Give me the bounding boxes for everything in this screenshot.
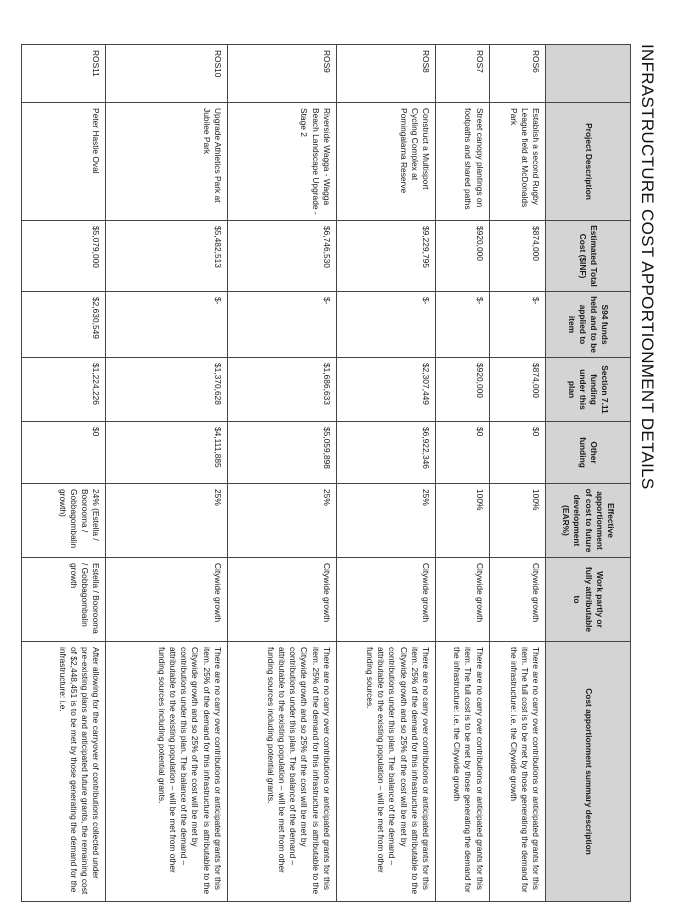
row-other: $4,111,885 [106, 422, 228, 484]
header-id [546, 45, 631, 103]
row-ear: 100% [435, 484, 489, 558]
row-other: $0 [489, 422, 545, 484]
table-row [435, 45, 489, 902]
page-title: INFRASTRUCTURE COST APPORTIONMENT DETAILS [638, 44, 657, 490]
cost-apportionment-table [21, 44, 631, 902]
row-cost: $920,000 [435, 221, 489, 292]
header-summary-description: Cost apportionment summary description [546, 642, 631, 902]
table-row [106, 45, 228, 902]
row-summary: There are no carry over contributions or anticipated grants for this item. The full cost is to be met by those generating the demand for the infrastructure: i.e. the Citywide growth [489, 642, 545, 902]
row-ear: 25% [227, 484, 336, 558]
row-other: $0 [435, 422, 489, 484]
row-project: Street canopy plantings on footpaths and shared paths [435, 103, 489, 221]
row-s711: $1,370,628 [106, 358, 228, 422]
row-work: Citywide growth [227, 558, 336, 642]
row-summary: There are no carry over contributions or anticipated grants for this item. The full cost is to be met by those generating the demand for the infrastructure: i.e. the Citywide growth [435, 642, 489, 902]
header-project-description: Project Description [546, 103, 631, 221]
row-summary: After allowing for the carryover of contributions collected under pre-existing plans and anticipated future grants, the remaining cost of $2,448,451 is to be met by those generating the demand for the infrastructure: i.e. [22, 642, 106, 902]
row-summary: There are no carry over contributions or anticipated grants for this item. 25% of the demand for this infrastructure is attributable to the Citywide growth and so 25% of the cost will be met by contributions under this plan. The balance of the demand – attributable to the existing population – will be met from other funding sources. [336, 642, 435, 902]
row-work: Citywide growth [106, 558, 228, 642]
row-project: Peter Hastie Oval [22, 103, 106, 221]
row-project: Construct a Multisport Cycling Complex at Pomingalarna Reserve [336, 103, 435, 221]
row-cost: $6,746,530 [227, 221, 336, 292]
row-s94: $- [336, 292, 435, 358]
table-header-row [546, 45, 631, 902]
header-effective-apportionment: Effective apportionment of cost to future development (EAR%) [546, 484, 631, 558]
row-s94: $2,630,549 [22, 292, 106, 358]
row-work: Estella / Boorooma / Gobbagombalin growth [22, 558, 106, 642]
row-work: Citywide growth [435, 558, 489, 642]
row-ear: 100% [489, 484, 545, 558]
row-s94: $- [227, 292, 336, 358]
header-s94-funds: S94 funds held and to be applied to item [546, 292, 631, 358]
table-row [22, 45, 106, 902]
row-summary: There are no carry over contributions or anticipated grants for this item. 25% of the demand for this infrastructure is attributable to the Citywide growth and so 25% of the cost will be met by contributions under this plan. The balance of the demand – attributable to the existing population – will be met from other funding sources including potential grants. [227, 642, 336, 902]
row-id: ROS6 [489, 45, 545, 103]
header-other-funding: Other funding [546, 422, 631, 484]
row-id: ROS9 [227, 45, 336, 103]
row-work: Citywide growth [336, 558, 435, 642]
row-cost: $874,000 [489, 221, 545, 292]
row-work: Citywide growth [489, 558, 545, 642]
row-s94: $- [106, 292, 228, 358]
row-s711: $920,000 [435, 358, 489, 422]
row-project: Riverside Wagga - Wagga Beach Landscape Upgrade - Stage 2 [227, 103, 336, 221]
table-row [336, 45, 435, 902]
row-s711: $874,000 [489, 358, 545, 422]
row-s94: $- [489, 292, 545, 358]
row-other: $0 [22, 422, 106, 484]
table-row [227, 45, 336, 902]
row-cost: $5,079,000 [22, 221, 106, 292]
row-ear: 24% (Estella / Boorooma / Gobbagombalin growth) [22, 484, 106, 558]
row-other: $6,922,346 [336, 422, 435, 484]
row-cost: $5,482,513 [106, 221, 228, 292]
row-cost: $9,229,795 [336, 221, 435, 292]
row-summary: There are no carry over contributions or anticipated grants for this item. 25% of the demand for this infrastructure is attributable to the Citywide growth and so 25% of the cost will be met by contributions under this plan. The balance of the demand – attributable to the existing population – will be met from other funding sources including potential grants. [106, 642, 228, 902]
table-row [489, 45, 545, 902]
row-s94: $- [435, 292, 489, 358]
row-other: $5,059,898 [227, 422, 336, 484]
row-id: ROS7 [435, 45, 489, 103]
header-estimated-total-cost: Estimated Total Cost ($INF) [546, 221, 631, 292]
row-ear: 25% [336, 484, 435, 558]
row-s711: $1,224,226 [22, 358, 106, 422]
header-section-711-funding: Section 7.11 funding under this plan [546, 358, 631, 422]
row-s711: $2,307,449 [336, 358, 435, 422]
row-id: ROS8 [336, 45, 435, 103]
row-project: Upgrade Athletics Park at Jubilee Park [106, 103, 228, 221]
row-project: Establish a second Rugby League field at McDonalds Park [489, 103, 545, 221]
row-s711: $1,686,633 [227, 358, 336, 422]
row-id: ROS10 [106, 45, 228, 103]
row-id: ROS11 [22, 45, 106, 103]
row-ear: 25% [106, 484, 228, 558]
header-work-attributable: Work partly or fully attributable to [546, 558, 631, 642]
